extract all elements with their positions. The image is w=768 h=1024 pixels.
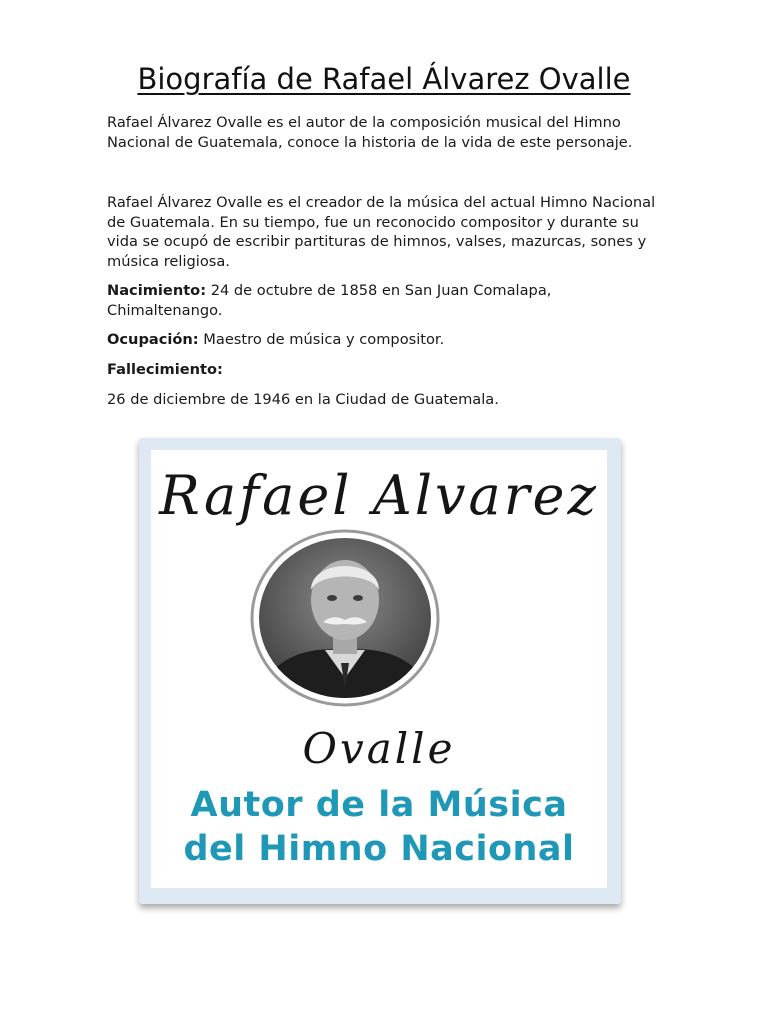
script-name-bottom: Ovalle [302,724,456,773]
page-title: Biografía de Rafael Álvarez Ovalle [137,62,631,96]
image-caption-line2: del Himno Nacional [183,829,575,869]
portrait-image [151,450,607,888]
biography-paragraph: Rafael Álvarez Ovalle es el creador de la música del actual Himno Nacional de Guatemala. En su tiempo, fue un reconocido compositor y durante su vida se ocupó de escribir partituras de himnos, valses, mazurcas, sones y música religiosa. [107,194,656,270]
portrait-icon [245,528,445,708]
death-value: 26 de diciembre de 1946 en la Ciudad de Guatemala. [107,391,499,408]
portrait-medallion [245,528,445,708]
intro-paragraph: Rafael Álvarez Ovalle es el autor de la composición musical del Himno Nacional de Guatemala, conoce la historia de la vida de este personaje. [107,114,633,151]
occupation-value: Maestro de música y compositor. [198,331,445,348]
death-line [107,360,667,380]
occupation-line [107,330,667,350]
occupation-label: Ocupación: [107,331,199,348]
birth-line [107,281,667,320]
image-caption-line1: Autor de la Música [190,785,568,825]
portrait-image-frame [139,438,621,904]
script-name-top: Rafael Alvarez [159,464,599,527]
birth-label: Nacimiento: [107,282,207,299]
birth-value: 24 de octubre de 1858 en San Juan Comalapa, Chimaltenango. [107,282,552,319]
death-label: Fallecimiento: [107,361,223,378]
